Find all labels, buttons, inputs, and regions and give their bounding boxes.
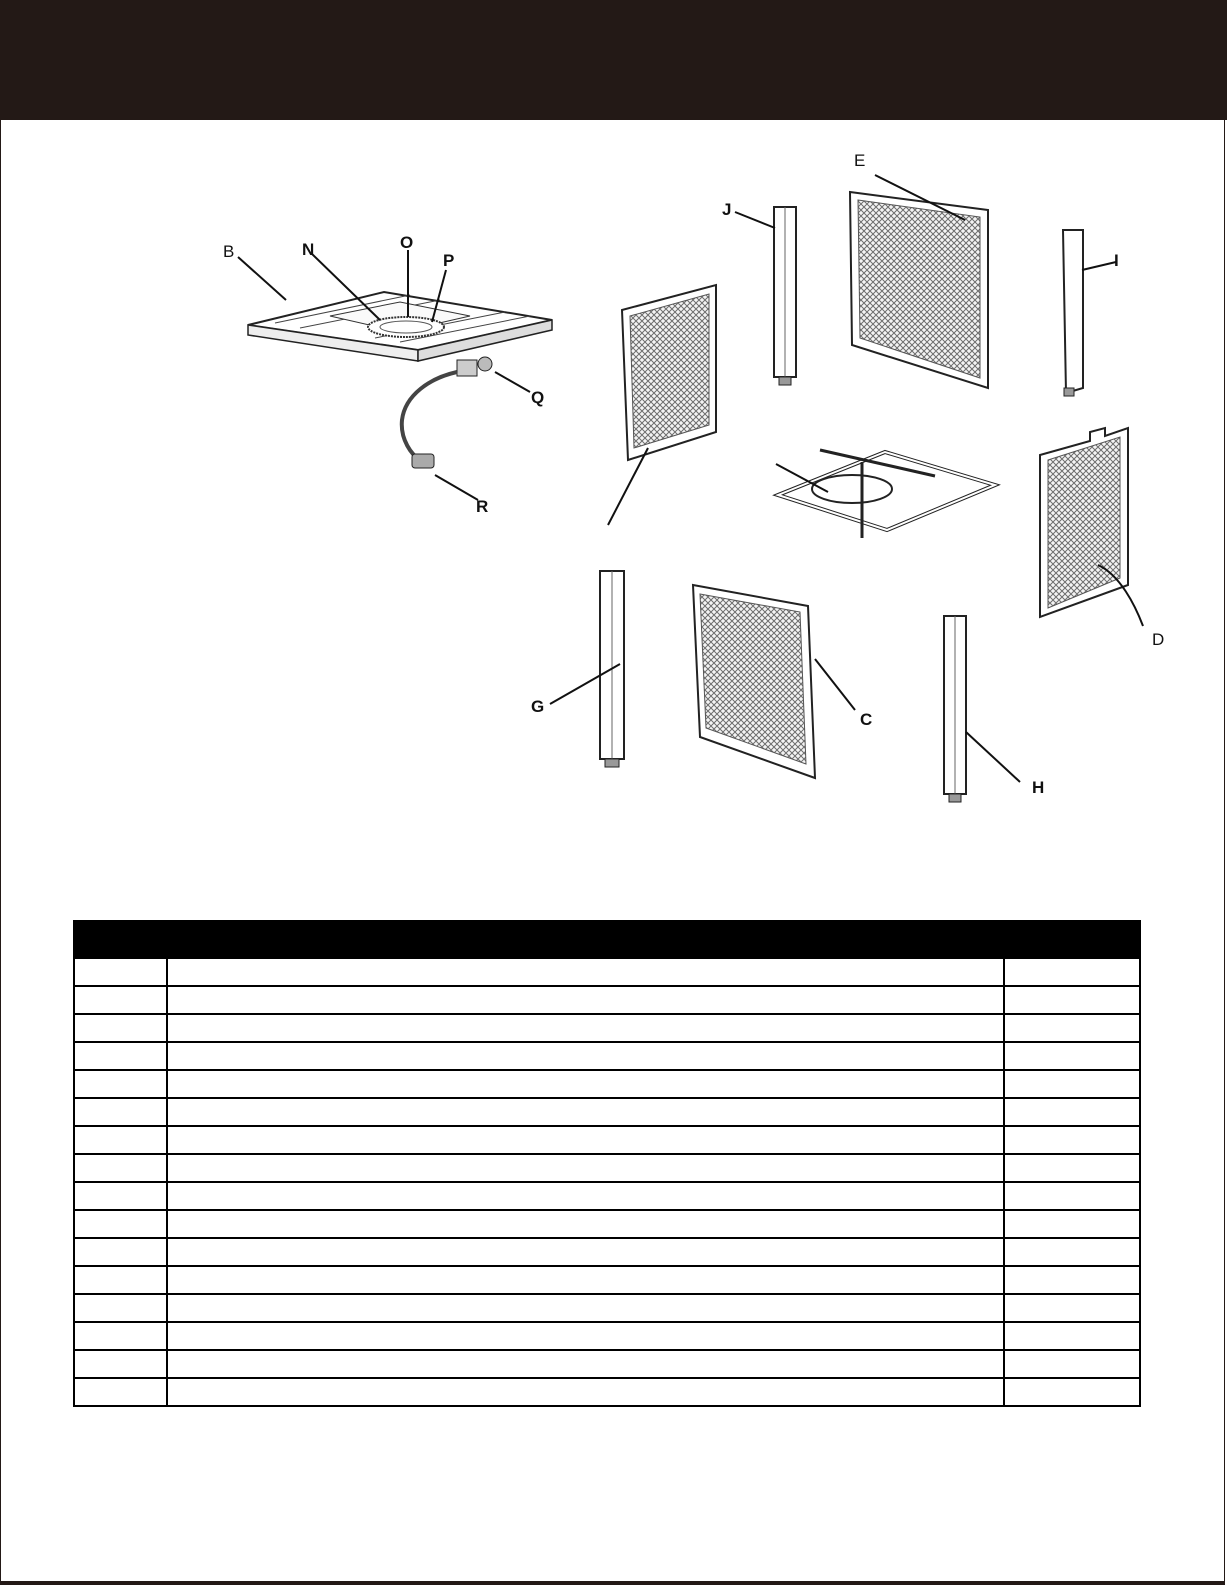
table-header-row bbox=[74, 921, 1140, 958]
callout-o: O bbox=[400, 233, 414, 252]
cell-description bbox=[167, 986, 1004, 1014]
table-row bbox=[74, 1350, 1140, 1378]
cell-quantity bbox=[1004, 1126, 1140, 1154]
panel-d bbox=[1040, 428, 1128, 617]
cell-key bbox=[74, 958, 167, 986]
callout-h: H bbox=[1032, 778, 1045, 797]
table-row bbox=[74, 986, 1140, 1014]
table-row bbox=[74, 1182, 1140, 1210]
callout-c: C bbox=[860, 710, 873, 729]
cell-description bbox=[167, 1014, 1004, 1042]
callout-d: D bbox=[1152, 630, 1165, 649]
cell-key bbox=[74, 1350, 167, 1378]
cell-key bbox=[74, 1294, 167, 1322]
cell-description bbox=[167, 1098, 1004, 1126]
callout-p: P bbox=[443, 251, 455, 270]
leader-lines bbox=[238, 175, 1143, 782]
table-row bbox=[74, 1154, 1140, 1182]
cell-key bbox=[74, 1070, 167, 1098]
cell-key bbox=[74, 1154, 167, 1182]
panel-e bbox=[850, 192, 988, 388]
cell-description bbox=[167, 1070, 1004, 1098]
leg-j bbox=[774, 207, 796, 385]
cell-key bbox=[74, 1210, 167, 1238]
callout-r: R bbox=[476, 497, 489, 516]
table-row bbox=[74, 1042, 1140, 1070]
exploded-parts-diagram bbox=[0, 120, 1227, 900]
cell-description bbox=[167, 1266, 1004, 1294]
callout-i: I bbox=[1114, 251, 1119, 270]
cell-description bbox=[167, 1182, 1004, 1210]
cell-quantity bbox=[1004, 1322, 1140, 1350]
table-row bbox=[74, 1210, 1140, 1238]
table-top-part bbox=[248, 292, 552, 468]
table-row bbox=[74, 1266, 1140, 1294]
header-description bbox=[167, 921, 1004, 958]
cell-key bbox=[74, 1126, 167, 1154]
cell-description bbox=[167, 1154, 1004, 1182]
table-row bbox=[74, 1378, 1140, 1406]
cell-key bbox=[74, 1098, 167, 1126]
header-quantity bbox=[1004, 921, 1140, 958]
table-row bbox=[74, 1238, 1140, 1266]
callout-q: Q bbox=[531, 388, 545, 407]
panel-left bbox=[622, 285, 716, 460]
cell-quantity bbox=[1004, 1238, 1140, 1266]
callout-j: J bbox=[722, 200, 732, 219]
cell-description bbox=[167, 1126, 1004, 1154]
cell-quantity bbox=[1004, 1378, 1140, 1406]
cell-quantity bbox=[1004, 958, 1140, 986]
cell-quantity bbox=[1004, 1294, 1140, 1322]
table-row bbox=[74, 1070, 1140, 1098]
cell-key bbox=[74, 1182, 167, 1210]
panel-c bbox=[693, 585, 815, 778]
cell-key bbox=[74, 1266, 167, 1294]
cell-key bbox=[74, 986, 167, 1014]
cell-description bbox=[167, 958, 1004, 986]
callout-g: G bbox=[531, 697, 545, 716]
callout-n: N bbox=[302, 240, 315, 259]
leg-i bbox=[1063, 230, 1083, 396]
table-row bbox=[74, 1322, 1140, 1350]
cell-quantity bbox=[1004, 1042, 1140, 1070]
cell-quantity bbox=[1004, 1182, 1140, 1210]
cell-quantity bbox=[1004, 1350, 1140, 1378]
table-row bbox=[74, 1098, 1140, 1126]
burner-frame bbox=[778, 450, 995, 538]
leg-h bbox=[944, 616, 966, 802]
cell-key bbox=[74, 1042, 167, 1070]
table-row bbox=[74, 958, 1140, 986]
cell-key bbox=[74, 1378, 167, 1406]
cell-description bbox=[167, 1042, 1004, 1070]
table-row bbox=[74, 1126, 1140, 1154]
cell-description bbox=[167, 1210, 1004, 1238]
cell-quantity bbox=[1004, 986, 1140, 1014]
parts-list-table bbox=[73, 920, 1141, 1407]
cell-description bbox=[167, 1350, 1004, 1378]
header-key bbox=[74, 921, 167, 958]
table-body bbox=[74, 958, 1140, 1406]
cell-description bbox=[167, 1322, 1004, 1350]
cell-quantity bbox=[1004, 1210, 1140, 1238]
cell-key bbox=[74, 1238, 167, 1266]
table-row bbox=[74, 1014, 1140, 1042]
cell-quantity bbox=[1004, 1266, 1140, 1294]
cell-key bbox=[74, 1014, 167, 1042]
cell-quantity bbox=[1004, 1154, 1140, 1182]
cell-description bbox=[167, 1294, 1004, 1322]
cell-quantity bbox=[1004, 1070, 1140, 1098]
callout-e: E bbox=[854, 151, 866, 170]
callout-b: B bbox=[223, 242, 235, 261]
cell-quantity bbox=[1004, 1014, 1140, 1042]
cell-description bbox=[167, 1238, 1004, 1266]
header-bar bbox=[0, 0, 1227, 120]
table-row bbox=[74, 1294, 1140, 1322]
cell-key bbox=[74, 1322, 167, 1350]
cell-quantity bbox=[1004, 1098, 1140, 1126]
cell-description bbox=[167, 1378, 1004, 1406]
